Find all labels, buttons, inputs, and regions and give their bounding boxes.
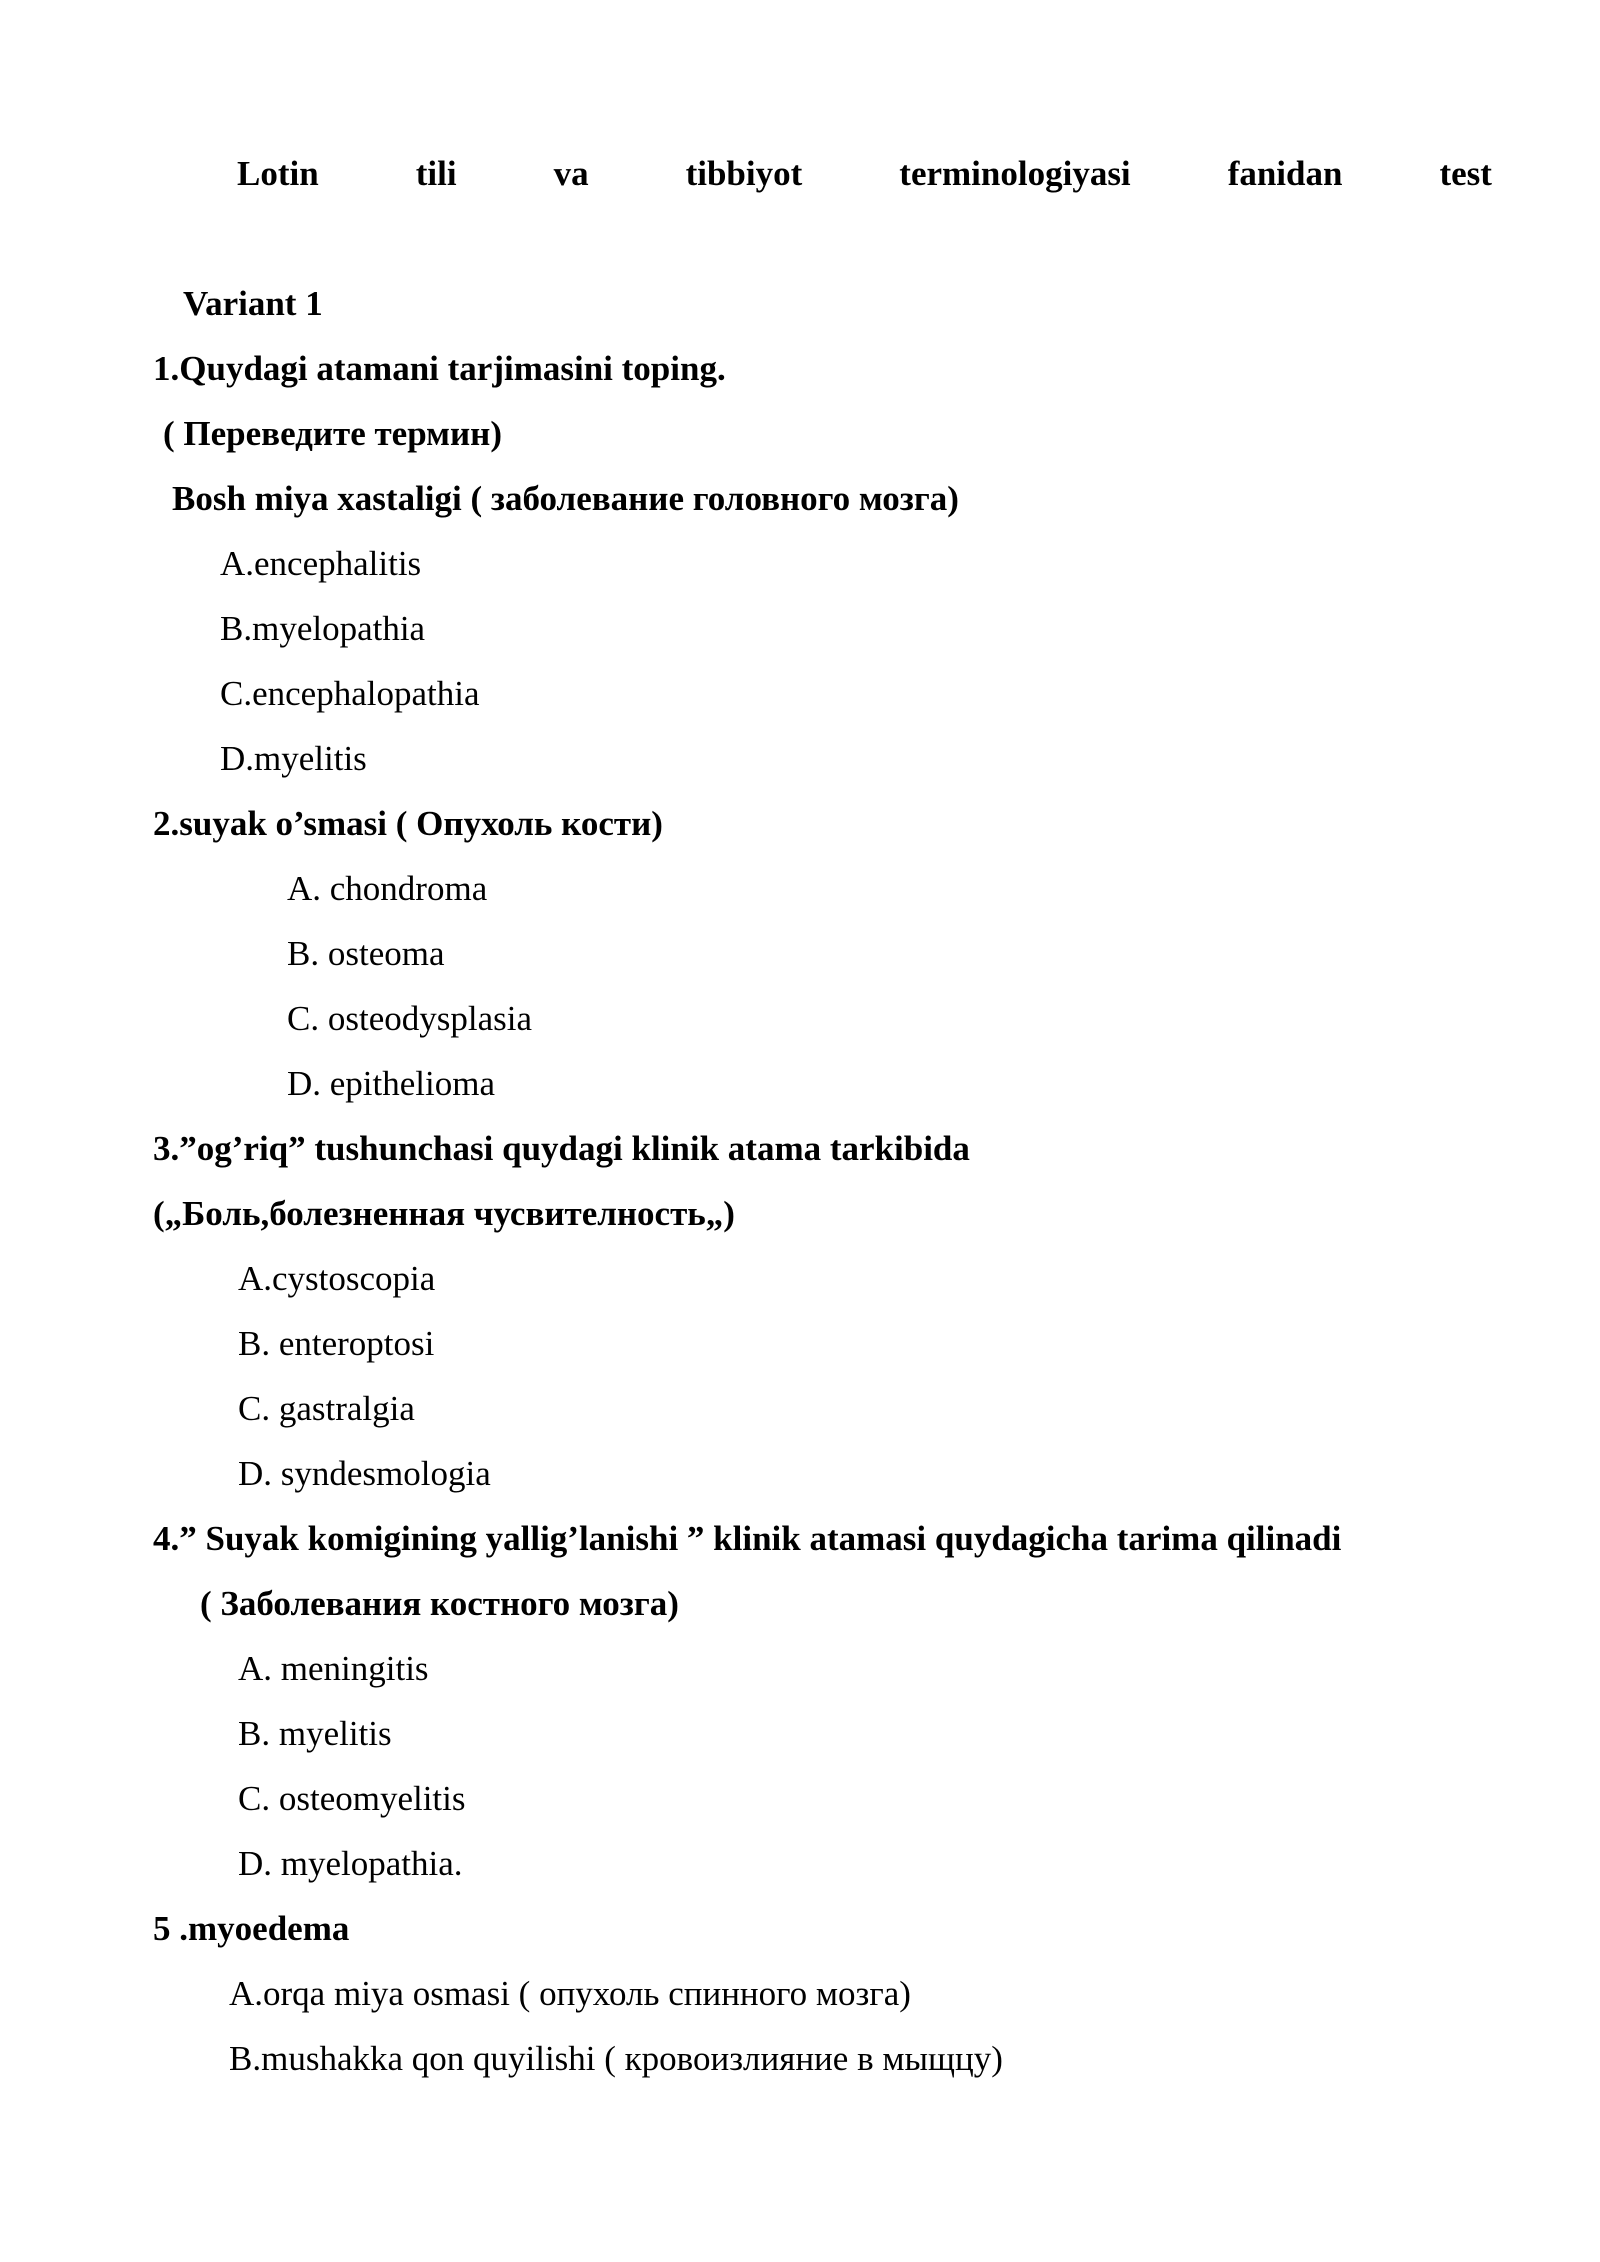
question-1-option-d: D.myelitis [220,739,367,778]
title-word: tibbiyot [685,154,803,193]
question-1-subheading: ( Переведите термин) [163,414,502,453]
question-1-option-a: A.encephalitis [220,544,422,583]
question-2-heading: 2.suyak o’smasi ( Опухоль кости) [153,804,663,843]
question-2-option-b: B. osteoma [287,934,445,973]
question-5-heading: 5 .myoedema [153,1909,350,1948]
question-1-option-c: C.encephalopathia [220,674,480,713]
question-3-option-c: C. gastralgia [238,1389,415,1428]
question-1-option-b: B.myelopathia [220,609,426,648]
question-3-subheading: („Боль,болезненная чусвителность„) [153,1194,735,1233]
question-2-option-d: D. epithelioma [287,1064,496,1103]
question-4-option-b: B. myelitis [238,1714,392,1753]
question-4-subheading: ( Заболевания костного мозга) [200,1584,679,1623]
question-4-heading: 4.” Suyak komigining yallig’lanishi ” klinik atamasi quydagicha tarima qilinadi [153,1519,1342,1558]
question-2-option-c: C. osteodysplasia [287,999,532,1038]
question-3-option-d: D. syndesmologia [238,1454,491,1493]
question-3-heading: 3.”og’riq” tushunchasi quydagi klinik atama tarkibida [153,1129,970,1168]
document-title [237,152,1492,196]
title-word: test [1439,154,1492,193]
title-word: tili [415,154,457,193]
title-word: va [553,154,589,193]
title-word: terminologiyasi [899,154,1131,193]
question-3-option-a: A.cystoscopia [238,1259,436,1298]
question-5-option-b: B.mushakka qon quyilishi ( кровоизлияние в мыщцу) [229,2039,1003,2078]
question-1-prompt: Bosh miya xastaligi ( заболевание головного мозга) [172,479,959,518]
question-4-option-d: D. myelopathia. [238,1844,463,1883]
question-5-option-a: A.orqa miya osmasi ( опухоль спинного мозга) [229,1974,911,2013]
title-word: fanidan [1227,154,1343,193]
question-4-option-c: C. osteomyelitis [238,1779,466,1818]
question-2-option-a: A. chondroma [287,869,488,908]
title-word: Lotin [237,154,319,193]
question-3-option-b: B. enteroptosi [238,1324,435,1363]
question-4-option-a: A. meningitis [238,1649,429,1688]
variant-label: Variant 1 [183,284,323,323]
question-1-heading: 1.Quydagi atamani tarjimasini toping. [153,349,726,388]
